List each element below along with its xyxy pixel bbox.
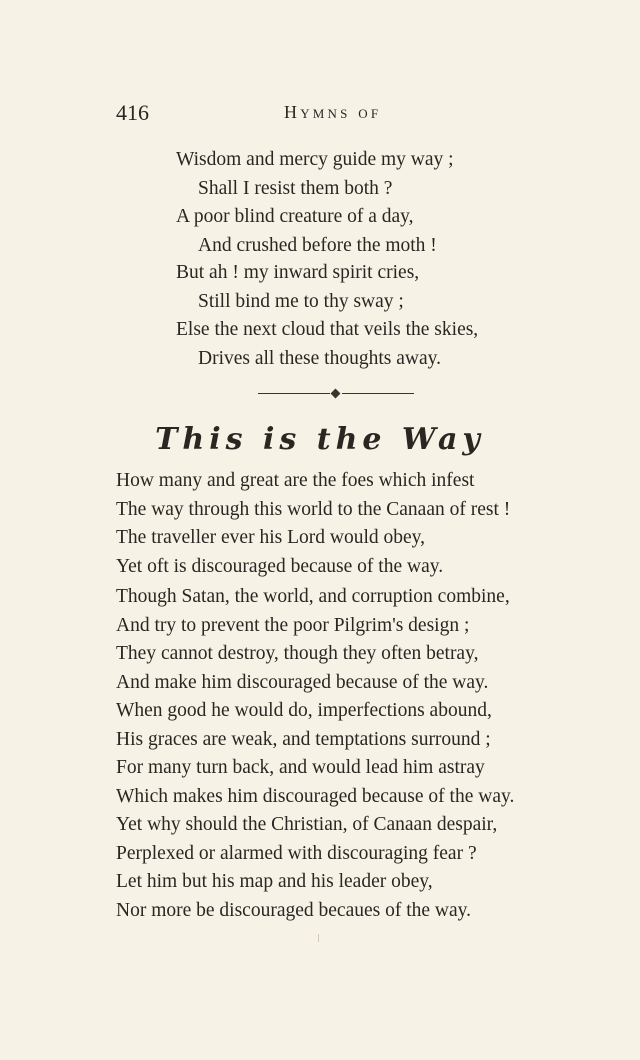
verse-line: Which makes him discouraged because of the way.: [116, 786, 515, 808]
verse-line: The way through this world to the Canaan of rest !: [116, 498, 511, 520]
verse-line: Let him but his map and his leader obey,: [116, 871, 433, 893]
verse-line: Wisdom and mercy guide my way ;: [176, 149, 454, 170]
page-header: [116, 100, 586, 130]
verse-line: Nor more be discouraged becaues of the way.: [116, 900, 472, 922]
verse-line: Yet why should the Christian, of Canaan despair,: [116, 814, 498, 835]
verse-line: Else the next cloud that veils the skies,: [176, 319, 479, 341]
running-title: Hymns of: [284, 102, 382, 122]
verse-line: Still bind me to thy sway ;: [198, 290, 404, 312]
verse-line: His graces are weak, and temptations surround ;: [116, 728, 491, 750]
verse-line: Drives all these thoughts away.: [198, 348, 441, 370]
print-mark: [318, 934, 319, 942]
diamond-ornament-icon: [331, 389, 341, 399]
divider-rule-right: [342, 393, 414, 394]
hymn-title: This is the Way: [155, 422, 485, 457]
verse-line: And try to prevent the poor Pilgrim's design ;: [116, 614, 470, 636]
verse-line: How many and great are the foes which infest: [116, 470, 475, 491]
verse-line: For many turn back, and would lead him astray: [116, 757, 485, 779]
section-divider: [258, 388, 414, 400]
verse-line: The traveller ever his Lord would obey,: [116, 527, 426, 549]
hymn-stanza-2: [116, 583, 510, 698]
continued-stanza-1: [176, 146, 454, 261]
verse-line: Shall I resist them both ?: [198, 177, 393, 199]
verse-line: Though Satan, the world, and corruption combine,: [116, 586, 510, 607]
page-number: 416: [116, 100, 149, 125]
verse-line: But ah ! my inward spirit cries,: [176, 262, 420, 283]
hymn-stanza-3: [116, 697, 514, 812]
verse-line: Yet oft is discouraged because of the way.: [116, 556, 444, 578]
hymn-stanza-1: [116, 467, 510, 582]
divider-rule-left: [258, 393, 330, 394]
verse-line: And crushed before the moth !: [198, 235, 437, 257]
verse-line: A poor blind creature of a day,: [176, 206, 414, 228]
continued-stanza-2: [176, 259, 478, 374]
verse-line: When good he would do, imperfections abound,: [116, 700, 492, 721]
verse-line: They cannot destroy, though they often betray,: [116, 643, 479, 665]
verse-line: Perplexed or alarmed with discouraging fear ?: [116, 842, 477, 864]
hymn-stanza-4: [116, 811, 497, 926]
verse-line: And make him discouraged because of the way.: [116, 672, 489, 694]
